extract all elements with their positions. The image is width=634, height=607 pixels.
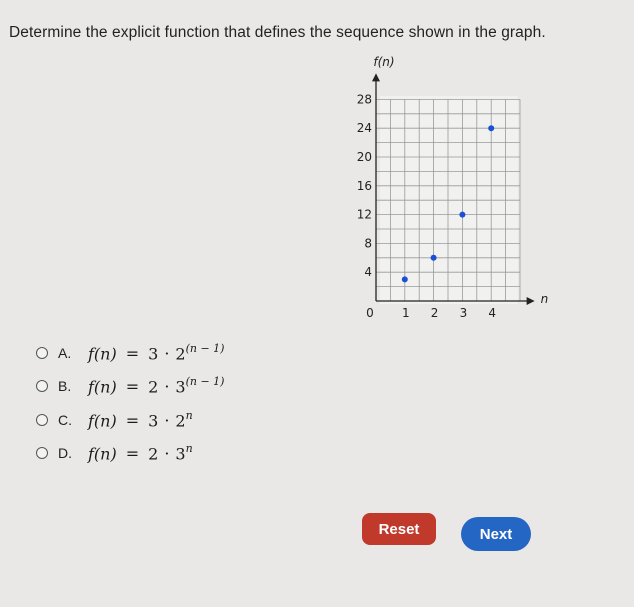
choice-a-dot: ·: [164, 344, 170, 364]
y-axis-arrow-icon: [372, 73, 380, 81]
y-tick-label: 16: [356, 178, 372, 193]
choice-a[interactable]: [36, 342, 224, 364]
choice-b[interactable]: [36, 375, 224, 397]
choice-c[interactable]: [36, 409, 193, 431]
choice-c-exponent: n: [185, 408, 193, 422]
x-tick-label: 2: [430, 306, 439, 320]
choice-c-coef: 3: [148, 411, 159, 431]
choice-d-coef: 2: [148, 444, 159, 464]
origin-label: 0: [366, 306, 374, 320]
y-tick-label: 28: [356, 92, 372, 107]
choice-b-exponent: (n − 1): [185, 374, 225, 388]
choice-d-lhs: f(n): [88, 444, 117, 464]
y-axis-label: f(n): [373, 55, 395, 69]
choice-c-formula: [88, 410, 193, 430]
choice-b-coef: 2: [148, 377, 159, 397]
choice-b-lhs: f(n): [88, 377, 117, 397]
choice-b-letter: B.: [58, 378, 72, 394]
choice-b-base: 3: [175, 377, 186, 397]
choice-c-dot: ·: [164, 411, 170, 431]
choice-a-base: 2: [175, 344, 186, 364]
data-point: [431, 255, 437, 261]
choice-c-lhs: f(n): [88, 411, 117, 431]
choice-c-equals: =: [125, 411, 140, 431]
choice-a-formula: [88, 343, 224, 363]
y-tick-label: 4: [364, 265, 372, 280]
y-tick-label: 8: [364, 236, 372, 251]
choice-a-exponent: (n − 1): [185, 341, 225, 355]
y-tick-label: 12: [356, 207, 372, 222]
choice-b-radio[interactable]: [36, 380, 48, 392]
choice-c-letter: C.: [58, 412, 72, 428]
choice-b-formula: [88, 376, 224, 396]
choice-d-exponent: n: [185, 441, 193, 455]
choice-c-base: 2: [175, 411, 186, 431]
choice-d-equals: =: [125, 444, 140, 464]
choice-a-lhs: f(n): [88, 344, 117, 364]
choice-d-formula: [88, 443, 193, 463]
choice-d-dot: ·: [164, 444, 170, 464]
choice-a-coef: 3: [148, 344, 159, 364]
data-point: [488, 125, 494, 131]
x-axis-label: n: [540, 292, 549, 306]
y-tick-label: 20: [356, 150, 372, 164]
choice-d[interactable]: [36, 442, 193, 464]
choice-a-radio[interactable]: [36, 347, 48, 359]
data-point: [459, 212, 465, 218]
reset-button[interactable]: Reset: [362, 513, 436, 545]
choice-a-equals: =: [125, 344, 140, 364]
x-tick-label: 1: [401, 306, 410, 320]
question-text: Determine the explicit function that defines the sequence shown in the graph.: [9, 24, 546, 41]
y-tick-label: 24: [356, 121, 372, 136]
choice-d-radio[interactable]: [36, 447, 48, 459]
choice-b-dot: ·: [164, 377, 170, 397]
x-tick-label: 4: [488, 306, 497, 320]
choice-a-letter: A.: [58, 345, 72, 361]
next-button[interactable]: Next: [461, 517, 531, 551]
data-point: [402, 276, 408, 282]
choice-d-letter: D.: [58, 445, 72, 461]
x-axis-arrow-icon: [527, 297, 535, 305]
choice-d-base: 3: [175, 444, 186, 464]
x-tick-label: 3: [459, 306, 468, 320]
choice-b-equals: =: [125, 377, 140, 397]
choice-c-radio[interactable]: [36, 414, 48, 426]
